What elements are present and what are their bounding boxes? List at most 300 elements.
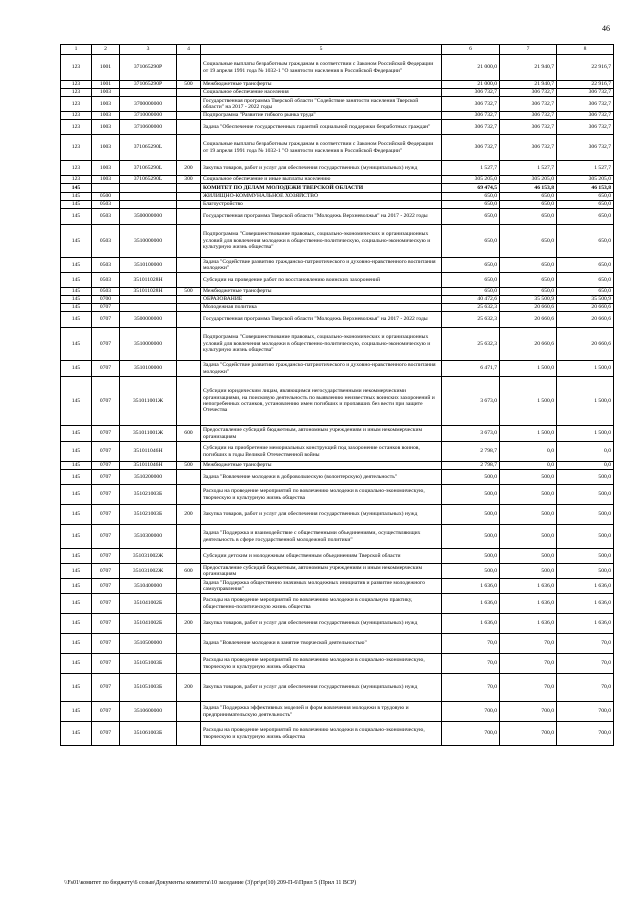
expense-type-code-cell <box>177 273 201 288</box>
expense-type-code-cell <box>177 201 201 209</box>
amount-year-2-cell: 306 732,7 <box>500 112 557 120</box>
agency-code-cell: 145 <box>61 193 92 201</box>
column-number: 5 <box>201 45 442 55</box>
item-name-cell: Предоставление субсидий бюджетным, автономным учреждениям и иным некоммерческим организациям <box>201 564 442 579</box>
amount-year-2-cell: 650,0 <box>500 225 557 258</box>
amount-year-2-cell: 700,0 <box>500 722 557 746</box>
table-row <box>61 614 614 634</box>
amount-year-1-cell: 650,0 <box>442 201 500 209</box>
item-name-cell: ОБРАЗОВАНИЕ <box>201 296 442 304</box>
section-code-cell: 0707 <box>92 702 120 722</box>
table-row <box>61 225 614 258</box>
amount-year-2-cell: 35 500,9 <box>500 296 557 304</box>
amount-year-3-cell: 22 916,7 <box>557 81 614 89</box>
agency-code-cell: 145 <box>61 485 92 505</box>
item-name-cell: Подпрограмма "Совершенствование правовых, социально-экономических и организационных условий для вовлечения молодежи в общественно-политическую, социально-экономическую и культурную жизнь общества" <box>201 225 442 258</box>
amount-year-3-cell: 306 732,7 <box>557 120 614 135</box>
section-code-cell: 0707 <box>92 525 120 549</box>
expense-type-code-cell <box>177 328 201 361</box>
section-code-cell: 0707 <box>92 654 120 674</box>
agency-code-cell: 123 <box>61 97 92 112</box>
target-code-cell: 351011046Н <box>120 462 177 470</box>
amount-year-1-cell: 1 636,0 <box>442 579 500 594</box>
amount-year-1-cell: 500,0 <box>442 549 500 564</box>
amount-year-3-cell: 650,0 <box>557 273 614 288</box>
amount-year-1-cell: 3 673,0 <box>442 426 500 442</box>
amount-year-1-cell: 306 732,7 <box>442 120 500 135</box>
amount-year-2-cell: 306 732,7 <box>500 135 557 161</box>
target-code-cell <box>120 201 177 209</box>
amount-year-2-cell: 1 500,0 <box>500 361 557 377</box>
item-name-cell: Государственная программа Тверской области "Молодежь Верхневолжья" на 2017 - 2022 годы <box>201 209 442 225</box>
table-row <box>61 722 614 746</box>
item-name-cell: Задача "Поддержка общественно значимых молодежных инициатив и развитие молодежного самоуправления" <box>201 579 442 594</box>
amount-year-1-cell: 25 632,3 <box>442 304 500 312</box>
expense-type-code-cell <box>177 722 201 746</box>
amount-year-3-cell: 20 660,6 <box>557 304 614 312</box>
item-name-cell: Социальное обеспечение и иные выплаты населению <box>201 176 442 184</box>
target-code-cell <box>120 184 177 193</box>
amount-year-3-cell: 500,0 <box>557 505 614 525</box>
section-code-cell: 1003 <box>92 135 120 161</box>
table-row <box>61 564 614 579</box>
expense-type-code-cell <box>177 654 201 674</box>
amount-year-3-cell: 70,0 <box>557 654 614 674</box>
item-name-cell: Подпрограмма "Развитие гибкого рынка труда" <box>201 112 442 120</box>
amount-year-2-cell: 500,0 <box>500 549 557 564</box>
target-code-cell: 351051003Б <box>120 674 177 702</box>
table-row <box>61 442 614 462</box>
column-number: 2 <box>92 45 120 55</box>
budget-table <box>60 44 614 746</box>
table-row <box>61 505 614 525</box>
amount-year-3-cell: 20 660,6 <box>557 328 614 361</box>
agency-code-cell: 145 <box>61 209 92 225</box>
section-code-cell: 1001 <box>92 81 120 89</box>
item-name-cell: КОМИТЕТ ПО ДЕЛАМ МОЛОДЕЖИ ТВЕРСКОЙ ОБЛАСТИ <box>201 184 442 193</box>
amount-year-1-cell: 1 527,7 <box>442 161 500 176</box>
item-name-cell: Субсидии на проведение работ по восстановлению воинских захоронений <box>201 273 442 288</box>
target-code-cell: 3500000000 <box>120 312 177 328</box>
table-row <box>61 201 614 209</box>
amount-year-2-cell: 500,0 <box>500 505 557 525</box>
table-row <box>61 161 614 176</box>
expense-type-code-cell <box>177 485 201 505</box>
table-row <box>61 120 614 135</box>
section-code-cell: 0707 <box>92 722 120 746</box>
section-code-cell: 0707 <box>92 614 120 634</box>
table-row <box>61 328 614 361</box>
column-number: 1 <box>61 45 92 55</box>
agency-code-cell: 145 <box>61 184 92 193</box>
amount-year-3-cell: 20 660,6 <box>557 312 614 328</box>
item-name-cell: Расходы на проведение мероприятий по вовлечению молодежи в социально-экономическую, творческую и культурную жизнь общества <box>201 485 442 505</box>
amount-year-3-cell: 0,0 <box>557 462 614 470</box>
target-code-cell: 351061003Б <box>120 722 177 746</box>
item-name-cell: Социальное обеспечение населения <box>201 89 442 97</box>
section-code-cell: 0503 <box>92 209 120 225</box>
amount-year-1-cell: 25 632,3 <box>442 312 500 328</box>
item-name-cell: Межбюджетные трансферты <box>201 81 442 89</box>
amount-year-3-cell: 0,0 <box>557 442 614 462</box>
amount-year-1-cell: 700,0 <box>442 702 500 722</box>
amount-year-1-cell: 40 472,6 <box>442 296 500 304</box>
footer-file-path: \\Fs01\комитет по бюджету\6 созыв\Документы комитета\10 заседание (3)\pr\pr(10) 209-П-6\Прил 5 (Прил 11 ВСР) <box>64 880 357 886</box>
target-code-cell: 3510100000 <box>120 361 177 377</box>
amount-year-2-cell: 650,0 <box>500 288 557 296</box>
amount-year-2-cell: 650,0 <box>500 273 557 288</box>
target-code-cell: 3510400000 <box>120 579 177 594</box>
section-code-cell: 0707 <box>92 549 120 564</box>
amount-year-3-cell: 22 916,7 <box>557 55 614 81</box>
amount-year-1-cell: 3 673,0 <box>442 377 500 426</box>
agency-code-cell: 145 <box>61 579 92 594</box>
table-row <box>61 258 614 273</box>
agency-code-cell: 145 <box>61 426 92 442</box>
target-code-cell: 371065290L <box>120 135 177 161</box>
amount-year-3-cell: 1 500,0 <box>557 361 614 377</box>
amount-year-2-cell: 70,0 <box>500 674 557 702</box>
amount-year-2-cell: 1 500,0 <box>500 377 557 426</box>
item-name-cell: Расходы на проведение мероприятий по вовлечению молодежи в социальную практику, общественно-политическую жизнь общества <box>201 594 442 614</box>
amount-year-3-cell: 500,0 <box>557 485 614 505</box>
section-code-cell: 0503 <box>92 288 120 296</box>
item-name-cell: Социальные выплаты безработным гражданам в соответствии с Законом Российской Федерации от 19 апреля 1991 года № 1032-1 "О занятости населения в Российской Федерации" <box>201 135 442 161</box>
agency-code-cell: 145 <box>61 288 92 296</box>
agency-code-cell: 145 <box>61 505 92 525</box>
amount-year-1-cell: 70,0 <box>442 654 500 674</box>
table-row <box>61 485 614 505</box>
amount-year-2-cell: 20 660,6 <box>500 304 557 312</box>
section-code-cell: 0707 <box>92 442 120 462</box>
expense-type-code-cell: 200 <box>177 614 201 634</box>
amount-year-3-cell: 1 636,0 <box>557 579 614 594</box>
section-code-cell: 1003 <box>92 176 120 184</box>
amount-year-1-cell: 1 636,0 <box>442 614 500 634</box>
amount-year-2-cell: 500,0 <box>500 470 557 485</box>
table-row <box>61 135 614 161</box>
amount-year-1-cell: 21 000,0 <box>442 81 500 89</box>
expense-type-code-cell <box>177 304 201 312</box>
amount-year-2-cell: 700,0 <box>500 702 557 722</box>
target-code-cell: 351041002Б <box>120 594 177 614</box>
amount-year-1-cell: 70,0 <box>442 674 500 702</box>
section-code-cell: 0503 <box>92 273 120 288</box>
target-code-cell: 351021003Б <box>120 505 177 525</box>
section-code-cell: 0707 <box>92 312 120 328</box>
target-code-cell: 351031002Ж <box>120 549 177 564</box>
amount-year-1-cell: 2 798,7 <box>442 462 500 470</box>
expense-type-code-cell: 500 <box>177 288 201 296</box>
amount-year-2-cell: 306 732,7 <box>500 89 557 97</box>
agency-code-cell: 123 <box>61 176 92 184</box>
amount-year-1-cell: 306 732,7 <box>442 89 500 97</box>
item-name-cell: Задача "Обеспечение государственных гарантий социальной поддержки безработных граждан" <box>201 120 442 135</box>
amount-year-1-cell: 500,0 <box>442 525 500 549</box>
expense-type-code-cell <box>177 549 201 564</box>
agency-code-cell: 145 <box>61 525 92 549</box>
page-number: 46 <box>602 24 610 33</box>
section-code-cell: 0503 <box>92 225 120 258</box>
table-row <box>61 634 614 654</box>
target-code-cell: 3700000000 <box>120 97 177 112</box>
column-number: 3 <box>120 45 177 55</box>
expense-type-code-cell <box>177 209 201 225</box>
section-code-cell: 1001 <box>92 55 120 81</box>
amount-year-2-cell: 650,0 <box>500 258 557 273</box>
section-code-cell: 1003 <box>92 97 120 112</box>
target-code-cell: 351011046Н <box>120 442 177 462</box>
item-name-cell: Молодежная политика <box>201 304 442 312</box>
target-code-cell <box>120 304 177 312</box>
amount-year-3-cell: 500,0 <box>557 525 614 549</box>
amount-year-3-cell: 1 527,7 <box>557 161 614 176</box>
column-number: 6 <box>442 45 500 55</box>
expense-type-code-cell <box>177 55 201 81</box>
expense-type-code-cell: 500 <box>177 462 201 470</box>
amount-year-3-cell: 306 732,7 <box>557 135 614 161</box>
target-code-cell: 3710000000 <box>120 112 177 120</box>
amount-year-2-cell: 0,0 <box>500 442 557 462</box>
section-code-cell: 1003 <box>92 112 120 120</box>
amount-year-3-cell: 700,0 <box>557 702 614 722</box>
amount-year-3-cell: 650,0 <box>557 201 614 209</box>
agency-code-cell: 145 <box>61 328 92 361</box>
target-code-cell: 351051003Б <box>120 654 177 674</box>
item-name-cell: Задача "Поддержка и взаимодействие с общественными объединениями, осуществляющих деятельность в сфере государственной молодежной политики" <box>201 525 442 549</box>
amount-year-2-cell: 306 732,7 <box>500 120 557 135</box>
target-code-cell: 3510200000 <box>120 470 177 485</box>
table-row <box>61 361 614 377</box>
agency-code-cell: 145 <box>61 462 92 470</box>
item-name-cell: Задача "Вовлечение молодежи в добровольческую (волонтерскую) деятельность" <box>201 470 442 485</box>
amount-year-1-cell: 1 636,0 <box>442 594 500 614</box>
amount-year-2-cell: 46 153,8 <box>500 184 557 193</box>
agency-code-cell: 123 <box>61 89 92 97</box>
expense-type-code-cell <box>177 296 201 304</box>
target-code-cell <box>120 89 177 97</box>
table-row <box>61 702 614 722</box>
table-row <box>61 549 614 564</box>
item-name-cell: Закупка товаров, работ и услуг для обеспечения государственных (муниципальных) нужд <box>201 505 442 525</box>
amount-year-2-cell: 500,0 <box>500 564 557 579</box>
agency-code-cell: 145 <box>61 702 92 722</box>
agency-code-cell: 145 <box>61 564 92 579</box>
table-row <box>61 184 614 193</box>
amount-year-3-cell: 1 500,0 <box>557 426 614 442</box>
amount-year-1-cell: 700,0 <box>442 722 500 746</box>
amount-year-2-cell: 500,0 <box>500 525 557 549</box>
section-code-cell: 0503 <box>92 201 120 209</box>
expense-type-code-cell <box>177 120 201 135</box>
agency-code-cell: 145 <box>61 225 92 258</box>
item-name-cell: Расходы на проведение мероприятий по вовлечению молодежи в социально-экономическую, творческую и культурную жизнь общества <box>201 722 442 746</box>
amount-year-2-cell: 305 205,0 <box>500 176 557 184</box>
section-code-cell: 0707 <box>92 505 120 525</box>
section-code-cell: 0707 <box>92 674 120 702</box>
expense-type-code-cell: 500 <box>177 81 201 89</box>
amount-year-3-cell: 305 205,0 <box>557 176 614 184</box>
agency-code-cell: 145 <box>61 377 92 426</box>
item-name-cell: Закупка товаров, работ и услуг для обеспечения государственных (муниципальных) нужд <box>201 614 442 634</box>
amount-year-3-cell: 650,0 <box>557 193 614 201</box>
expense-type-code-cell <box>177 634 201 654</box>
agency-code-cell: 123 <box>61 112 92 120</box>
table-row <box>61 273 614 288</box>
target-code-cell: 371065290L <box>120 161 177 176</box>
table-row <box>61 654 614 674</box>
agency-code-cell: 145 <box>61 654 92 674</box>
amount-year-1-cell: 25 632,3 <box>442 328 500 361</box>
item-name-cell: Задача "Содействие развитию гражданско-патриотического и духовно-нравственного воспитания молодежи" <box>201 361 442 377</box>
amount-year-2-cell: 306 732,7 <box>500 97 557 112</box>
column-number: 7 <box>500 45 557 55</box>
target-code-cell: 371065290L <box>120 176 177 184</box>
expense-type-code-cell <box>177 97 201 112</box>
amount-year-3-cell: 70,0 <box>557 634 614 654</box>
section-code-cell: 0700 <box>92 296 120 304</box>
amount-year-2-cell: 650,0 <box>500 201 557 209</box>
agency-code-cell: 145 <box>61 201 92 209</box>
amount-year-1-cell: 2 798,7 <box>442 442 500 462</box>
amount-year-1-cell: 650,0 <box>442 209 500 225</box>
column-number: 4 <box>177 45 201 55</box>
amount-year-3-cell: 650,0 <box>557 258 614 273</box>
table-row <box>61 97 614 112</box>
amount-year-1-cell: 306 732,7 <box>442 97 500 112</box>
expense-type-code-cell <box>177 89 201 97</box>
item-name-cell: Благоустройство <box>201 201 442 209</box>
item-name-cell: Закупка товаров, работ и услуг для обеспечения государственных (муниципальных) нужд <box>201 674 442 702</box>
amount-year-2-cell: 20 660,6 <box>500 328 557 361</box>
item-name-cell: Государственная программа Тверской области "Молодежь Верхневолжья" на 2017 - 2022 годы <box>201 312 442 328</box>
item-name-cell: Предоставление субсидий бюджетным, автономным учреждениям и иным некоммерческим организациям <box>201 426 442 442</box>
amount-year-2-cell: 21 940,7 <box>500 55 557 81</box>
item-name-cell: Межбюджетные трансферты <box>201 288 442 296</box>
agency-code-cell: 145 <box>61 304 92 312</box>
expense-type-code-cell <box>177 470 201 485</box>
item-name-cell: Субсидии юридическим лицам, являющимся негосударственными некоммерческими организациями, на поисковую деятельность по выявлению неизвестных воинских захоронений и непогребенных останков, установлению имен погибших и пропавших без вести при защите Отечества <box>201 377 442 426</box>
item-name-cell: Задача "Поддержка эффективных моделей и форм вовлечения молодежи в трудовую и предпринимательскую деятельность" <box>201 702 442 722</box>
amount-year-1-cell: 306 732,7 <box>442 135 500 161</box>
expense-type-code-cell <box>177 184 201 193</box>
amount-year-3-cell: 700,0 <box>557 722 614 746</box>
expense-type-code-cell <box>177 594 201 614</box>
section-code-cell: 0503 <box>92 258 120 273</box>
amount-year-1-cell: 650,0 <box>442 288 500 296</box>
target-code-cell: 371065290Р <box>120 81 177 89</box>
expense-type-code-cell: 300 <box>177 176 201 184</box>
section-code-cell: 1003 <box>92 89 120 97</box>
agency-code-cell: 145 <box>61 674 92 702</box>
agency-code-cell: 145 <box>61 594 92 614</box>
amount-year-1-cell: 500,0 <box>442 505 500 525</box>
amount-year-1-cell: 21 000,0 <box>442 55 500 81</box>
table-row <box>61 55 614 81</box>
agency-code-cell: 145 <box>61 722 92 746</box>
target-code-cell <box>120 296 177 304</box>
target-code-cell: 3510300000 <box>120 525 177 549</box>
section-code-cell: 1003 <box>92 120 120 135</box>
amount-year-2-cell: 500,0 <box>500 485 557 505</box>
agency-code-cell: 123 <box>61 120 92 135</box>
amount-year-2-cell: 1 636,0 <box>500 579 557 594</box>
amount-year-2-cell: 1 636,0 <box>500 614 557 634</box>
expense-type-code-cell <box>177 193 201 201</box>
target-code-cell: 351011028Н <box>120 288 177 296</box>
table-row <box>61 81 614 89</box>
amount-year-1-cell: 305 205,0 <box>442 176 500 184</box>
expense-type-code-cell <box>177 579 201 594</box>
item-name-cell: Задача "Содействие развитию гражданско-патриотического и духовно-нравственного воспитания молодежи" <box>201 258 442 273</box>
item-name-cell: Расходы на проведение мероприятий по вовлечению молодежи в социально-экономическую, творческую и культурную жизнь общества <box>201 654 442 674</box>
section-code-cell: 0500 <box>92 193 120 201</box>
target-code-cell: 3510600000 <box>120 702 177 722</box>
item-name-cell: Социальные выплаты безработным гражданам в соответствии с Законом Российской Федерации от 19 апреля 1991 года № 1032-1 "О занятости населения в Российской Федерации" <box>201 55 442 81</box>
item-name-cell: Закупка товаров, работ и услуг для обеспечения государственных (муниципальных) нужд <box>201 161 442 176</box>
table-row <box>61 89 614 97</box>
amount-year-3-cell: 650,0 <box>557 288 614 296</box>
table-row <box>61 470 614 485</box>
target-code-cell: 3510000000 <box>120 225 177 258</box>
amount-year-2-cell: 0,0 <box>500 462 557 470</box>
column-number-row <box>61 45 614 55</box>
table-row <box>61 674 614 702</box>
target-code-cell: 351011001Ж <box>120 377 177 426</box>
agency-code-cell: 123 <box>61 81 92 89</box>
amount-year-3-cell: 650,0 <box>557 225 614 258</box>
amount-year-3-cell: 35 500,9 <box>557 296 614 304</box>
table-row <box>61 525 614 549</box>
amount-year-1-cell: 650,0 <box>442 225 500 258</box>
expense-type-code-cell <box>177 702 201 722</box>
item-name-cell: ЖИЛИЩНО-КОММУНАЛЬНОЕ ХОЗЯЙСТВО <box>201 193 442 201</box>
table-row <box>61 594 614 614</box>
target-code-cell: 3510100000 <box>120 258 177 273</box>
section-code-cell: 1003 <box>92 161 120 176</box>
amount-year-3-cell: 1 500,0 <box>557 377 614 426</box>
expense-type-code-cell: 600 <box>177 564 201 579</box>
target-code-cell: 3510000000 <box>120 328 177 361</box>
section-code-cell: 0707 <box>92 485 120 505</box>
target-code-cell: 351011001Ж <box>120 426 177 442</box>
expense-type-code-cell: 200 <box>177 161 201 176</box>
section-code-cell: 0707 <box>92 361 120 377</box>
agency-code-cell: 145 <box>61 614 92 634</box>
item-name-cell: Задача "Вовлечение молодежи в занятие творческой деятельностью" <box>201 634 442 654</box>
amount-year-2-cell: 20 660,6 <box>500 312 557 328</box>
expense-type-code-cell <box>177 525 201 549</box>
table-row <box>61 193 614 201</box>
expense-type-code-cell <box>177 377 201 426</box>
section-code-cell: 0707 <box>92 304 120 312</box>
amount-year-1-cell: 650,0 <box>442 258 500 273</box>
item-name-cell: Субсидии детским и молодежным общественным объединениям Тверской области <box>201 549 442 564</box>
section-code-cell: 0707 <box>92 462 120 470</box>
table-row <box>61 296 614 304</box>
expense-type-code-cell <box>177 258 201 273</box>
amount-year-1-cell: 6 471,7 <box>442 361 500 377</box>
target-code-cell: 371065290Р <box>120 55 177 81</box>
item-name-cell: Субсидии на приобретение мемориальных конструкций под захоронение останков воинов, погибших в годы Великой Отечественной войны <box>201 442 442 462</box>
expense-type-code-cell: 600 <box>177 426 201 442</box>
table-row <box>61 176 614 184</box>
column-number: 8 <box>557 45 614 55</box>
table-row <box>61 462 614 470</box>
amount-year-3-cell: 306 732,7 <box>557 89 614 97</box>
item-name-cell: Межбюджетные трансферты <box>201 462 442 470</box>
section-code-cell: 0707 <box>92 328 120 361</box>
